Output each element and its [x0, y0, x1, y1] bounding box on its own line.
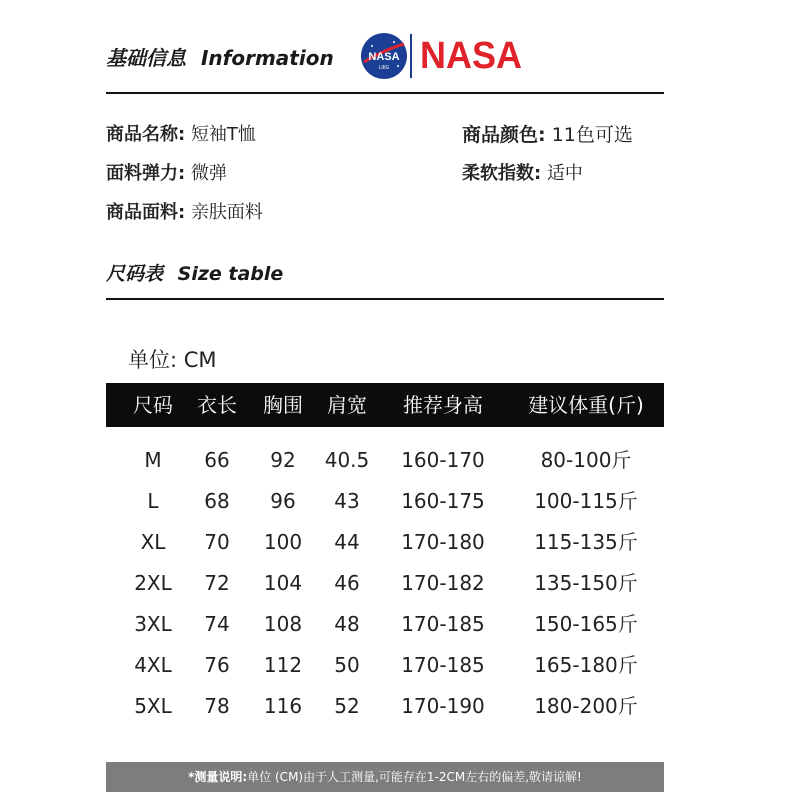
cell-chest: 104 — [263, 571, 303, 595]
th-chest: 胸围 — [263, 393, 303, 417]
divider-top — [106, 92, 664, 94]
info-color-label: 商品颜色: — [462, 124, 546, 146]
cell-height: 160-170 — [401, 448, 485, 472]
cell-shoulder: 43 — [334, 489, 360, 513]
divider-size — [106, 298, 664, 300]
cell-length: 68 — [204, 489, 230, 513]
cell-chest: 108 — [263, 612, 303, 636]
info-color — [462, 120, 633, 147]
info-stretch-label: 面料弹力: — [106, 163, 186, 184]
cell-size: XL — [140, 530, 166, 554]
cell-length: 70 — [204, 530, 230, 554]
cell-length: 76 — [204, 653, 230, 677]
cell-size: L — [147, 489, 159, 513]
section-title-size — [106, 259, 283, 286]
cell-chest: 116 — [263, 694, 303, 718]
cell-chest: 100 — [263, 530, 303, 554]
note-text: 单位 (CM)由于人工测量,可能存在1-2CM左右的偏差,敬请谅解! — [247, 770, 582, 784]
cell-shoulder: 52 — [334, 694, 360, 718]
brand-word: NASA — [420, 35, 522, 76]
cell-size: 3XL — [134, 612, 172, 636]
cell-weight: 80-100斤 — [540, 448, 632, 472]
cell-length: 72 — [204, 571, 230, 595]
cell-height: 160-175 — [401, 489, 485, 513]
th-height: 推荐身高 — [403, 393, 483, 417]
cell-length: 66 — [204, 448, 230, 472]
note-label: *测量说明: — [188, 770, 248, 784]
size-title-cn: 尺码表 — [106, 263, 164, 285]
cell-height: 170-185 — [401, 653, 485, 677]
section-title-en: Information — [200, 46, 334, 70]
cell-height: 170-182 — [401, 571, 485, 595]
info-fabric-label: 商品面料: — [106, 202, 186, 223]
th-size: 尺码 — [133, 393, 173, 417]
cell-shoulder: 40.5 — [324, 448, 370, 472]
measurement-note — [106, 762, 664, 792]
cell-size: 2XL — [134, 571, 172, 595]
cell-shoulder: 50 — [334, 653, 360, 677]
cell-height: 170-180 — [401, 530, 485, 554]
info-name-value: 短袖T恤 — [190, 124, 256, 145]
info-softness — [462, 159, 583, 185]
info-name — [106, 120, 256, 146]
section-title-cn: 基础信息 — [106, 46, 186, 70]
info-softness-value: 适中 — [546, 163, 583, 184]
cell-weight: 100-115斤 — [534, 489, 638, 513]
cell-length: 78 — [204, 694, 230, 718]
cell-size: 5XL — [134, 694, 172, 718]
cell-weight: 165-180斤 — [534, 653, 638, 677]
cell-weight: 115-135斤 — [534, 530, 638, 554]
cell-weight: 180-200斤 — [534, 694, 638, 718]
nasa-wordmark-logo — [420, 32, 524, 76]
section-title-information — [106, 42, 334, 71]
info-color-value: 11色可选 — [551, 124, 633, 146]
info-fabric — [106, 198, 263, 224]
cell-shoulder: 48 — [334, 612, 360, 636]
cell-size: 4XL — [134, 653, 172, 677]
info-stretch-value: 微弹 — [190, 163, 227, 184]
th-length: 衣长 — [197, 393, 237, 417]
unit-label: 单位: CM — [128, 348, 217, 372]
seal-subtext: LIKE — [378, 65, 390, 71]
cell-chest: 92 — [270, 448, 296, 472]
logo-divider — [410, 34, 412, 78]
cell-chest: 96 — [270, 489, 296, 513]
cell-height: 170-185 — [401, 612, 485, 636]
cell-shoulder: 44 — [334, 530, 360, 554]
cell-height: 170-190 — [401, 694, 485, 718]
cell-shoulder: 46 — [334, 571, 360, 595]
cell-chest: 112 — [263, 653, 303, 677]
cell-length: 74 — [204, 612, 230, 636]
cell-size: M — [144, 448, 162, 472]
cell-weight: 135-150斤 — [534, 571, 638, 595]
th-weight: 建议体重(斤) — [528, 393, 644, 417]
nasa-seal-logo — [360, 32, 408, 80]
info-softness-label: 柔软指数: — [462, 163, 542, 184]
info-name-label: 商品名称: — [106, 124, 186, 145]
info-stretch — [106, 159, 227, 185]
info-fabric-value: 亲肤面料 — [190, 202, 263, 223]
size-title-en: Size table — [177, 263, 284, 285]
th-shoulder: 肩宽 — [327, 393, 367, 417]
cell-weight: 150-165斤 — [534, 612, 638, 636]
seal-text: NASA — [368, 51, 400, 63]
